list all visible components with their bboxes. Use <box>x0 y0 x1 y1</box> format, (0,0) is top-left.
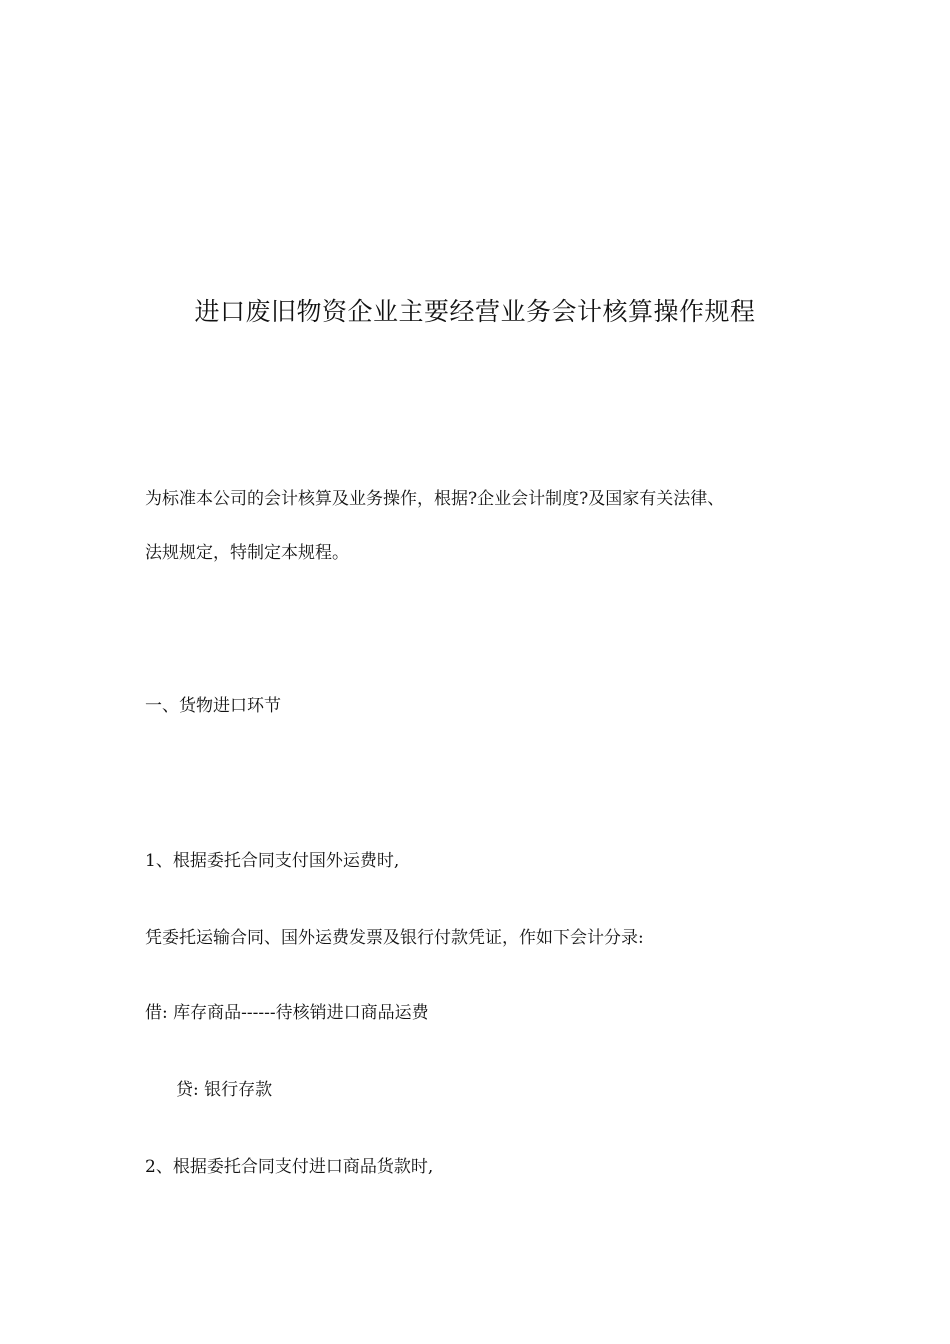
item-1-debit-entry: 借: 库存商品------待核销进口商品运费 <box>145 1003 429 1023</box>
document-title: 进口废旧物资企业主要经营业务会计核算操作规程 <box>194 297 756 326</box>
intro-line-2: 法规规定，特制定本规程。 <box>145 543 349 563</box>
section-heading: 一、货物进口环节 <box>145 696 281 716</box>
item-1-text: 凭委托运输合同、国外运费发票及银行付款凭证，作如下会计分录: <box>145 928 644 948</box>
item-1-heading: 1、根据委托合同支付国外运费时, <box>145 851 400 871</box>
item-1-credit-entry: 贷: 银行存款 <box>176 1080 273 1100</box>
item-2-heading: 2、根据委托合同支付进口商品货款时, <box>145 1157 434 1177</box>
intro-line-1: 为标准本公司的会计核算及业务操作，根据?企业会计制度?及国家有关法律、 <box>145 489 725 509</box>
